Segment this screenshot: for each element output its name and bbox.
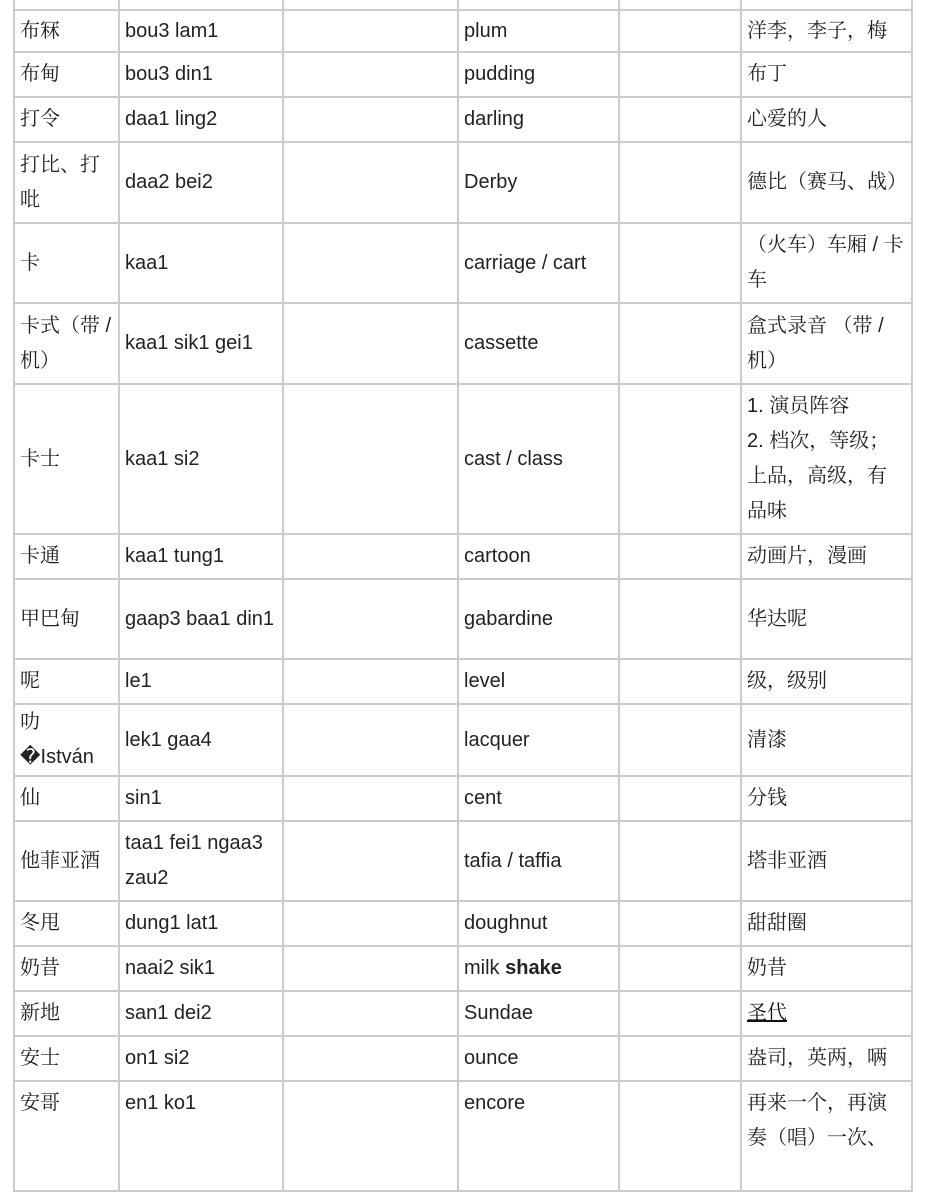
cell-chinese: 布甸 [14, 52, 119, 97]
cell-chinese: 卡 [14, 223, 119, 303]
cell-chinese: 他菲亚酒 [14, 821, 119, 901]
cell-meaning: 塔非亚酒 [741, 821, 912, 901]
cell-english: Derby [458, 142, 619, 223]
cell-english: level [458, 659, 619, 704]
cell-blank [283, 991, 458, 1036]
cell-jyutping: en1 ko1 [119, 1081, 283, 1191]
meaning-line: 2. 档次，等级；上品，高级，有品味 [747, 430, 890, 522]
cell-jyutping: on1 si2 [119, 1036, 283, 1081]
table-row [14, 946, 912, 991]
cell-blank [619, 97, 741, 142]
cell-blank [619, 821, 741, 901]
cell-english: ounce [458, 1036, 619, 1081]
cell-english: darling [458, 97, 619, 142]
cell-english: plum [458, 10, 619, 52]
cell-blank [619, 534, 741, 579]
cell-blank [283, 223, 458, 303]
cell-meaning: 德比（赛马、战） [741, 142, 912, 223]
cell-jyutping: kaa1 si2 [119, 384, 283, 534]
table-row [14, 52, 912, 97]
cell-chinese: 卡通 [14, 534, 119, 579]
table-row [14, 384, 912, 534]
cell-chinese: 安士 [14, 1036, 119, 1081]
cell-meaning: 奶昔 [741, 946, 912, 991]
cell-chinese: 奶昔 [14, 946, 119, 991]
cell-english: cent [458, 776, 619, 821]
table-row [14, 821, 912, 901]
cell-meaning: 盎司，英两，唡 [741, 1036, 912, 1081]
cell-meaning [741, 384, 912, 534]
cell-meaning [741, 991, 912, 1036]
cell-blank [619, 1081, 741, 1191]
cell-blank [619, 991, 741, 1036]
table-row [14, 97, 912, 142]
cell-blank [283, 901, 458, 946]
cell-chinese: 新地 [14, 991, 119, 1036]
cell-meaning: 盒式录音 （带 / 机） [741, 303, 912, 384]
table-row [14, 142, 912, 223]
cell-english: encore [458, 1081, 619, 1191]
cell-jyutping: kaa1 tung1 [119, 534, 283, 579]
cell-blank [619, 10, 741, 52]
cell-blank [283, 52, 458, 97]
cell-jyutping: daa2 bei2 [119, 142, 283, 223]
cell-jyutping: dung1 lat1 [119, 901, 283, 946]
cell-meaning: 华达呢 [741, 579, 912, 659]
cell-blank [283, 534, 458, 579]
table-row [14, 534, 912, 579]
cell-blank [619, 946, 741, 991]
cell-chinese: 打令 [14, 97, 119, 142]
cell-blank [283, 384, 458, 534]
cell-meaning: 再来一个，再演奏（唱）一次、 [741, 1081, 912, 1191]
cell-blank [619, 223, 741, 303]
cell-jyutping: bou3 din1 [119, 52, 283, 97]
table-row [14, 1036, 912, 1081]
table-row [14, 579, 912, 659]
table-row [14, 704, 912, 776]
cell-jyutping: le1 [119, 659, 283, 704]
cell-english: doughnut [458, 901, 619, 946]
cell-blank [283, 579, 458, 659]
cell-blank [283, 10, 458, 52]
cell-blank [283, 303, 458, 384]
table-row [14, 659, 912, 704]
meaning-link[interactable]: 圣代 [747, 1002, 787, 1024]
loanword-table-container [13, 0, 913, 1192]
cell-blank [283, 776, 458, 821]
table-row [14, 303, 912, 384]
cell-jyutping: bou3 lam1 [119, 10, 283, 52]
cell-chinese: 打比、打吡 [14, 142, 119, 223]
table-row [14, 901, 912, 946]
cell-blank [283, 1081, 458, 1191]
cell-chinese: 布冧 [14, 10, 119, 52]
cell-meaning: 布丁 [741, 52, 912, 97]
cell-english [458, 946, 619, 991]
cell-jyutping: kaa1 sik1 gei1 [119, 303, 283, 384]
cell-english: cast / class [458, 384, 619, 534]
cell-meaning: 清漆 [741, 704, 912, 776]
cell-blank [619, 52, 741, 97]
cell-meaning: 心爱的人 [741, 97, 912, 142]
cell-jyutping: taa1 fei1 ngaa3 zau2 [119, 821, 283, 901]
cell-english: cartoon [458, 534, 619, 579]
cell-english: Sundae [458, 991, 619, 1036]
cell-blank [619, 704, 741, 776]
cell-blank [619, 659, 741, 704]
english-bold-text: shake [505, 957, 562, 979]
english-plain-text: milk [464, 957, 506, 979]
loanword-table [13, 0, 913, 1192]
cell-chinese: 卡式（带 / 机） [14, 303, 119, 384]
cell-jyutping: sin1 [119, 776, 283, 821]
cell-blank [619, 142, 741, 223]
table-row [14, 776, 912, 821]
table-row [14, 991, 912, 1036]
cell-chinese: 仙 [14, 776, 119, 821]
cell-blank [619, 1036, 741, 1081]
table-row [14, 10, 912, 52]
cell-jyutping: kaa1 [119, 223, 283, 303]
cell-english: gabardine [458, 579, 619, 659]
cell-english: cassette [458, 303, 619, 384]
cell-blank [283, 946, 458, 991]
cell-meaning: 动画片，漫画 [741, 534, 912, 579]
cell-blank [619, 579, 741, 659]
cell-english: carriage / cart [458, 223, 619, 303]
cell-blank [283, 97, 458, 142]
table-row-clipped [14, 0, 912, 10]
table-row [14, 1081, 912, 1191]
cell-jyutping: daa1 ling2 [119, 97, 283, 142]
cell-meaning: 洋李，李子，梅 [741, 10, 912, 52]
cell-english: lacquer [458, 704, 619, 776]
cell-english: tafia / taffia [458, 821, 619, 901]
cell-blank [283, 142, 458, 223]
cell-jyutping: naai2 sik1 [119, 946, 283, 991]
cell-jyutping: san1 dei2 [119, 991, 283, 1036]
table-row [14, 223, 912, 303]
cell-chinese: 安哥 [14, 1081, 119, 1191]
cell-english: pudding [458, 52, 619, 97]
cell-blank [283, 704, 458, 776]
cell-meaning: 分钱 [741, 776, 912, 821]
cell-chinese: 甲巴甸 [14, 579, 119, 659]
cell-blank [619, 303, 741, 384]
cell-blank [283, 821, 458, 901]
cell-blank [619, 901, 741, 946]
cell-meaning: 甜甜圈 [741, 901, 912, 946]
meaning-line: 1. 演员阵容 [747, 395, 850, 417]
cell-jyutping: lek1 gaa4 [119, 704, 283, 776]
cell-jyutping: gaap3 baa1 din1 [119, 579, 283, 659]
cell-meaning: （火车）车厢 / 卡车 [741, 223, 912, 303]
cell-blank [283, 1036, 458, 1081]
cell-meaning: 级，级别 [741, 659, 912, 704]
cell-chinese: 冬甩 [14, 901, 119, 946]
cell-chinese: 叻�István [14, 704, 119, 776]
cell-blank [283, 659, 458, 704]
cell-blank [619, 776, 741, 821]
cell-chinese: 呢 [14, 659, 119, 704]
cell-chinese: 卡士 [14, 384, 119, 534]
cell-blank [619, 384, 741, 534]
